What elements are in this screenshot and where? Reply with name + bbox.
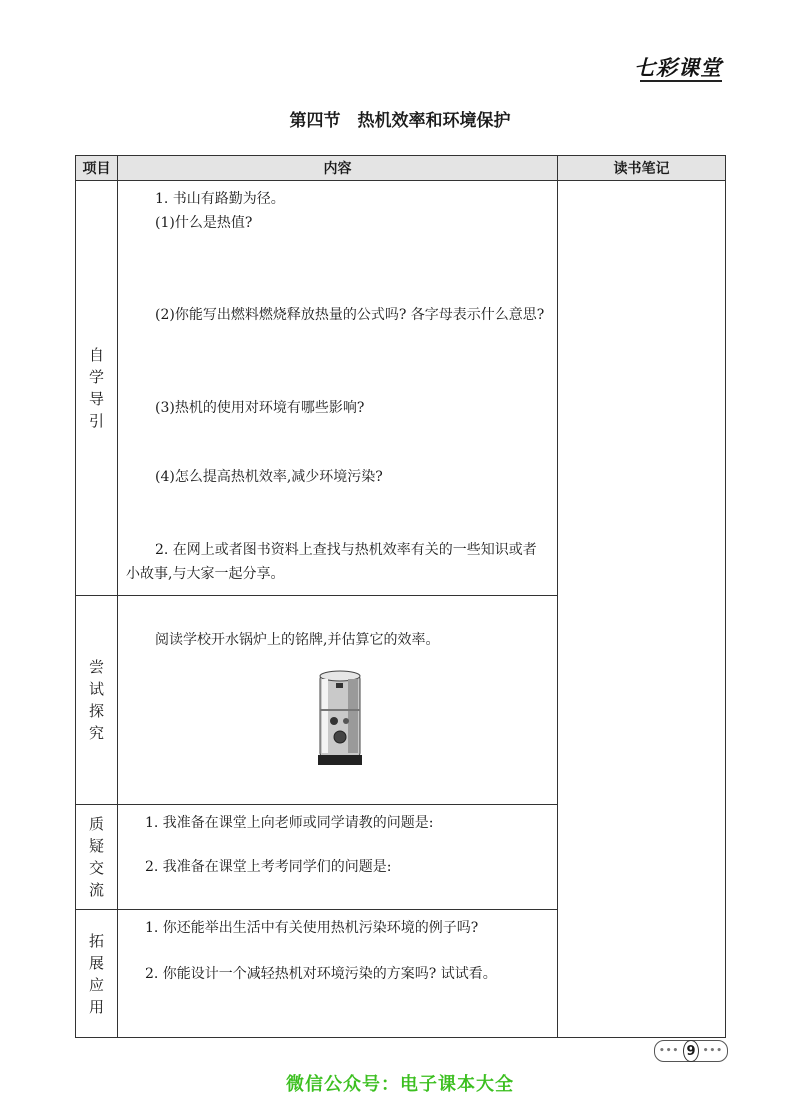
header-notes: 读书笔记 [558, 156, 726, 181]
text-line: 1. 你还能举出生活中有关使用热机污染环境的例子吗? [145, 920, 479, 936]
text-line: (1)什么是热值? [155, 215, 253, 231]
content-cell [118, 596, 558, 805]
content-cell [118, 805, 558, 910]
text-line: (4)怎么提高热机效率,减少环境污染? [155, 469, 383, 485]
page-number-badge [654, 1040, 728, 1062]
header-item: 项目 [76, 156, 118, 181]
dots-right: ••• [702, 1046, 723, 1056]
header-content: 内容 [118, 156, 558, 181]
item-label-self-study: 自学导引 [88, 346, 104, 430]
page-title: 第四节 热机效率和环境保护 [289, 111, 511, 131]
notes-cell[interactable] [558, 181, 726, 1038]
content-block [118, 805, 557, 909]
brand-logo: 七彩课堂 [634, 56, 722, 80]
table-row [76, 181, 726, 596]
item-label-extend: 拓展应用 [88, 931, 104, 1016]
item-cell [76, 805, 118, 910]
boiler-image [318, 669, 362, 767]
text-line: 1. 我准备在课堂上向老师或同学请教的问题是: [145, 815, 434, 831]
table-header-row [76, 156, 726, 181]
text-line: (2)你能写出燃料燃烧释放热量的公式吗? 各字母表示什么意思? [155, 307, 545, 323]
text-line: 2. 我准备在课堂上考考同学们的问题是: [145, 859, 392, 875]
study-table [75, 155, 726, 1038]
item-label-question: 质疑交流 [88, 815, 104, 899]
footer-watermark: 微信公众号：电子课本大全 [286, 1074, 514, 1095]
text-line: 阅读学校开水锅炉上的铭牌,并估算它的效率。 [155, 632, 440, 648]
content-block [118, 910, 557, 1037]
item-cell [76, 596, 118, 805]
item-label-explore: 尝试探究 [88, 658, 104, 742]
text-line: 2. 你能设计一个减轻热机对环境污染的方案吗? 试试看。 [145, 966, 497, 982]
content-cell [118, 910, 558, 1038]
text-line: 1. 书山有路勤为径。 [155, 191, 285, 207]
item-cell [76, 181, 118, 596]
item-cell [76, 910, 118, 1038]
text-line: 2. 在网上或者图书资料上查找与热机效率有关的一些知识或者小故事,与大家一起分享。 [126, 542, 537, 582]
content-block [118, 596, 557, 804]
header-rule [640, 80, 722, 82]
content-cell [118, 181, 558, 596]
page-number: 9 [683, 1040, 698, 1062]
dots-left: ••• [659, 1046, 680, 1056]
text-line: (3)热机的使用对环境有哪些影响? [155, 400, 365, 416]
